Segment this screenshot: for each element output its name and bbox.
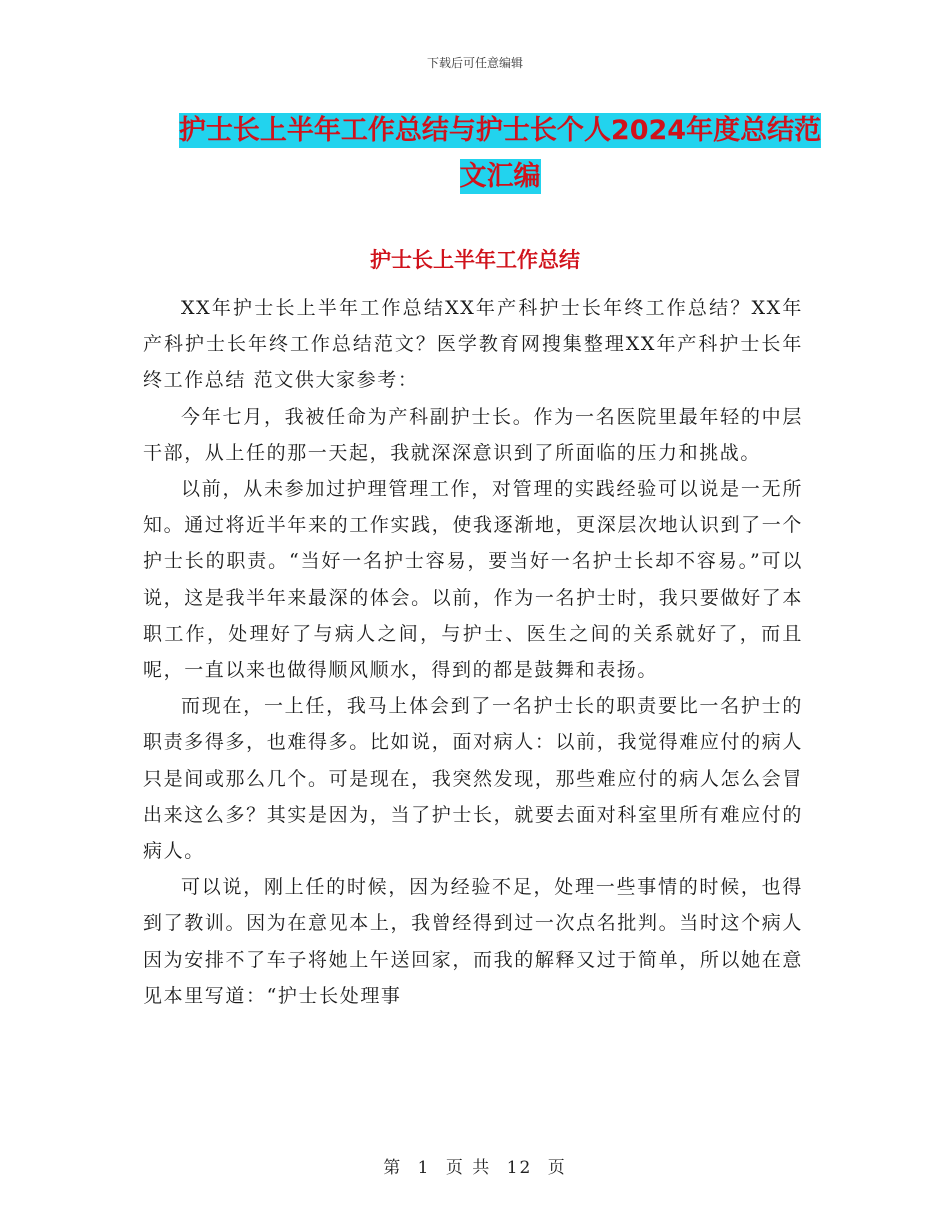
page-label-prefix: 第 [383,1158,403,1178]
paragraph-4: 而现在，一上任，我马上体会到了一名护士长的职责要比一名护士的职责多得多，也难得多。比如说，面对病人：以前，我觉得难应付的病人只是间或那么几个。可是现在，我突然发现，那些难应付的病人怎么会冒出来这么多？其实是因为，当了护士长，就要去面对科室里所有难应付的病人。 [143,695,803,863]
page-current: 1 [417,1158,431,1178]
paragraph-1: XX年护士长上半年工作总结XX年产科护士长年终工作总结？XX年产科护士长年终工作总结范文？医学教育网搜集整理XX年产科护士长年终工作总结 范文供大家参考： [143,297,803,392]
body-text [143,290,803,1014]
document-title-line-2: 文汇编 [459,161,541,192]
page-total: 12 [506,1158,533,1178]
page-label-mid: 页 共 [445,1158,492,1178]
paragraph-2: 今年七月，我被任命为产科副护士长。作为一名医院里最年轻的中层干部，从上任的那一天起，我就深深意识到了所面临的压力和挑战。 [143,405,803,464]
section-title: 护士长上半年工作总结 [370,248,580,272]
page-footer [0,1153,950,1178]
paragraph-3: 以前，从未参加过护理管理工作，对管理的实践经验可以说是一无所知。通过将近半年来的工作实践，使我逐渐地，更深层次地认识到了一个护士长的职责。“当好一名护士容易，要当好一名护士长却不容易。”可以说，这是我半年来最深的体会。以前，作为一名护士时，我只要做好了本职工作，处理好了与病人之间，与护士、医生之间的关系就好了，而且呢，一直以来也做得顺风顺水，得到的都是鼓舞和表扬。 [143,478,803,682]
header-note: 下载后可任意编辑 [426,56,523,70]
document-title [140,108,860,200]
page-label-suffix: 页 [547,1158,567,1178]
document-title-line-1: 护士长上半年工作总结与护士长个人2024年度总结范 [178,115,822,146]
paragraph-5: 可以说，刚上任的时候，因为经验不足，处理一些事情的时候，也得到了教训。因为在意见本上，我曾经得到过一次点名批判。当时这个病人因为安排不了车子将她上午送回家，而我的解释又过于简单，所以她在意见本里写道：“护士长处理事 [143,876,803,1007]
